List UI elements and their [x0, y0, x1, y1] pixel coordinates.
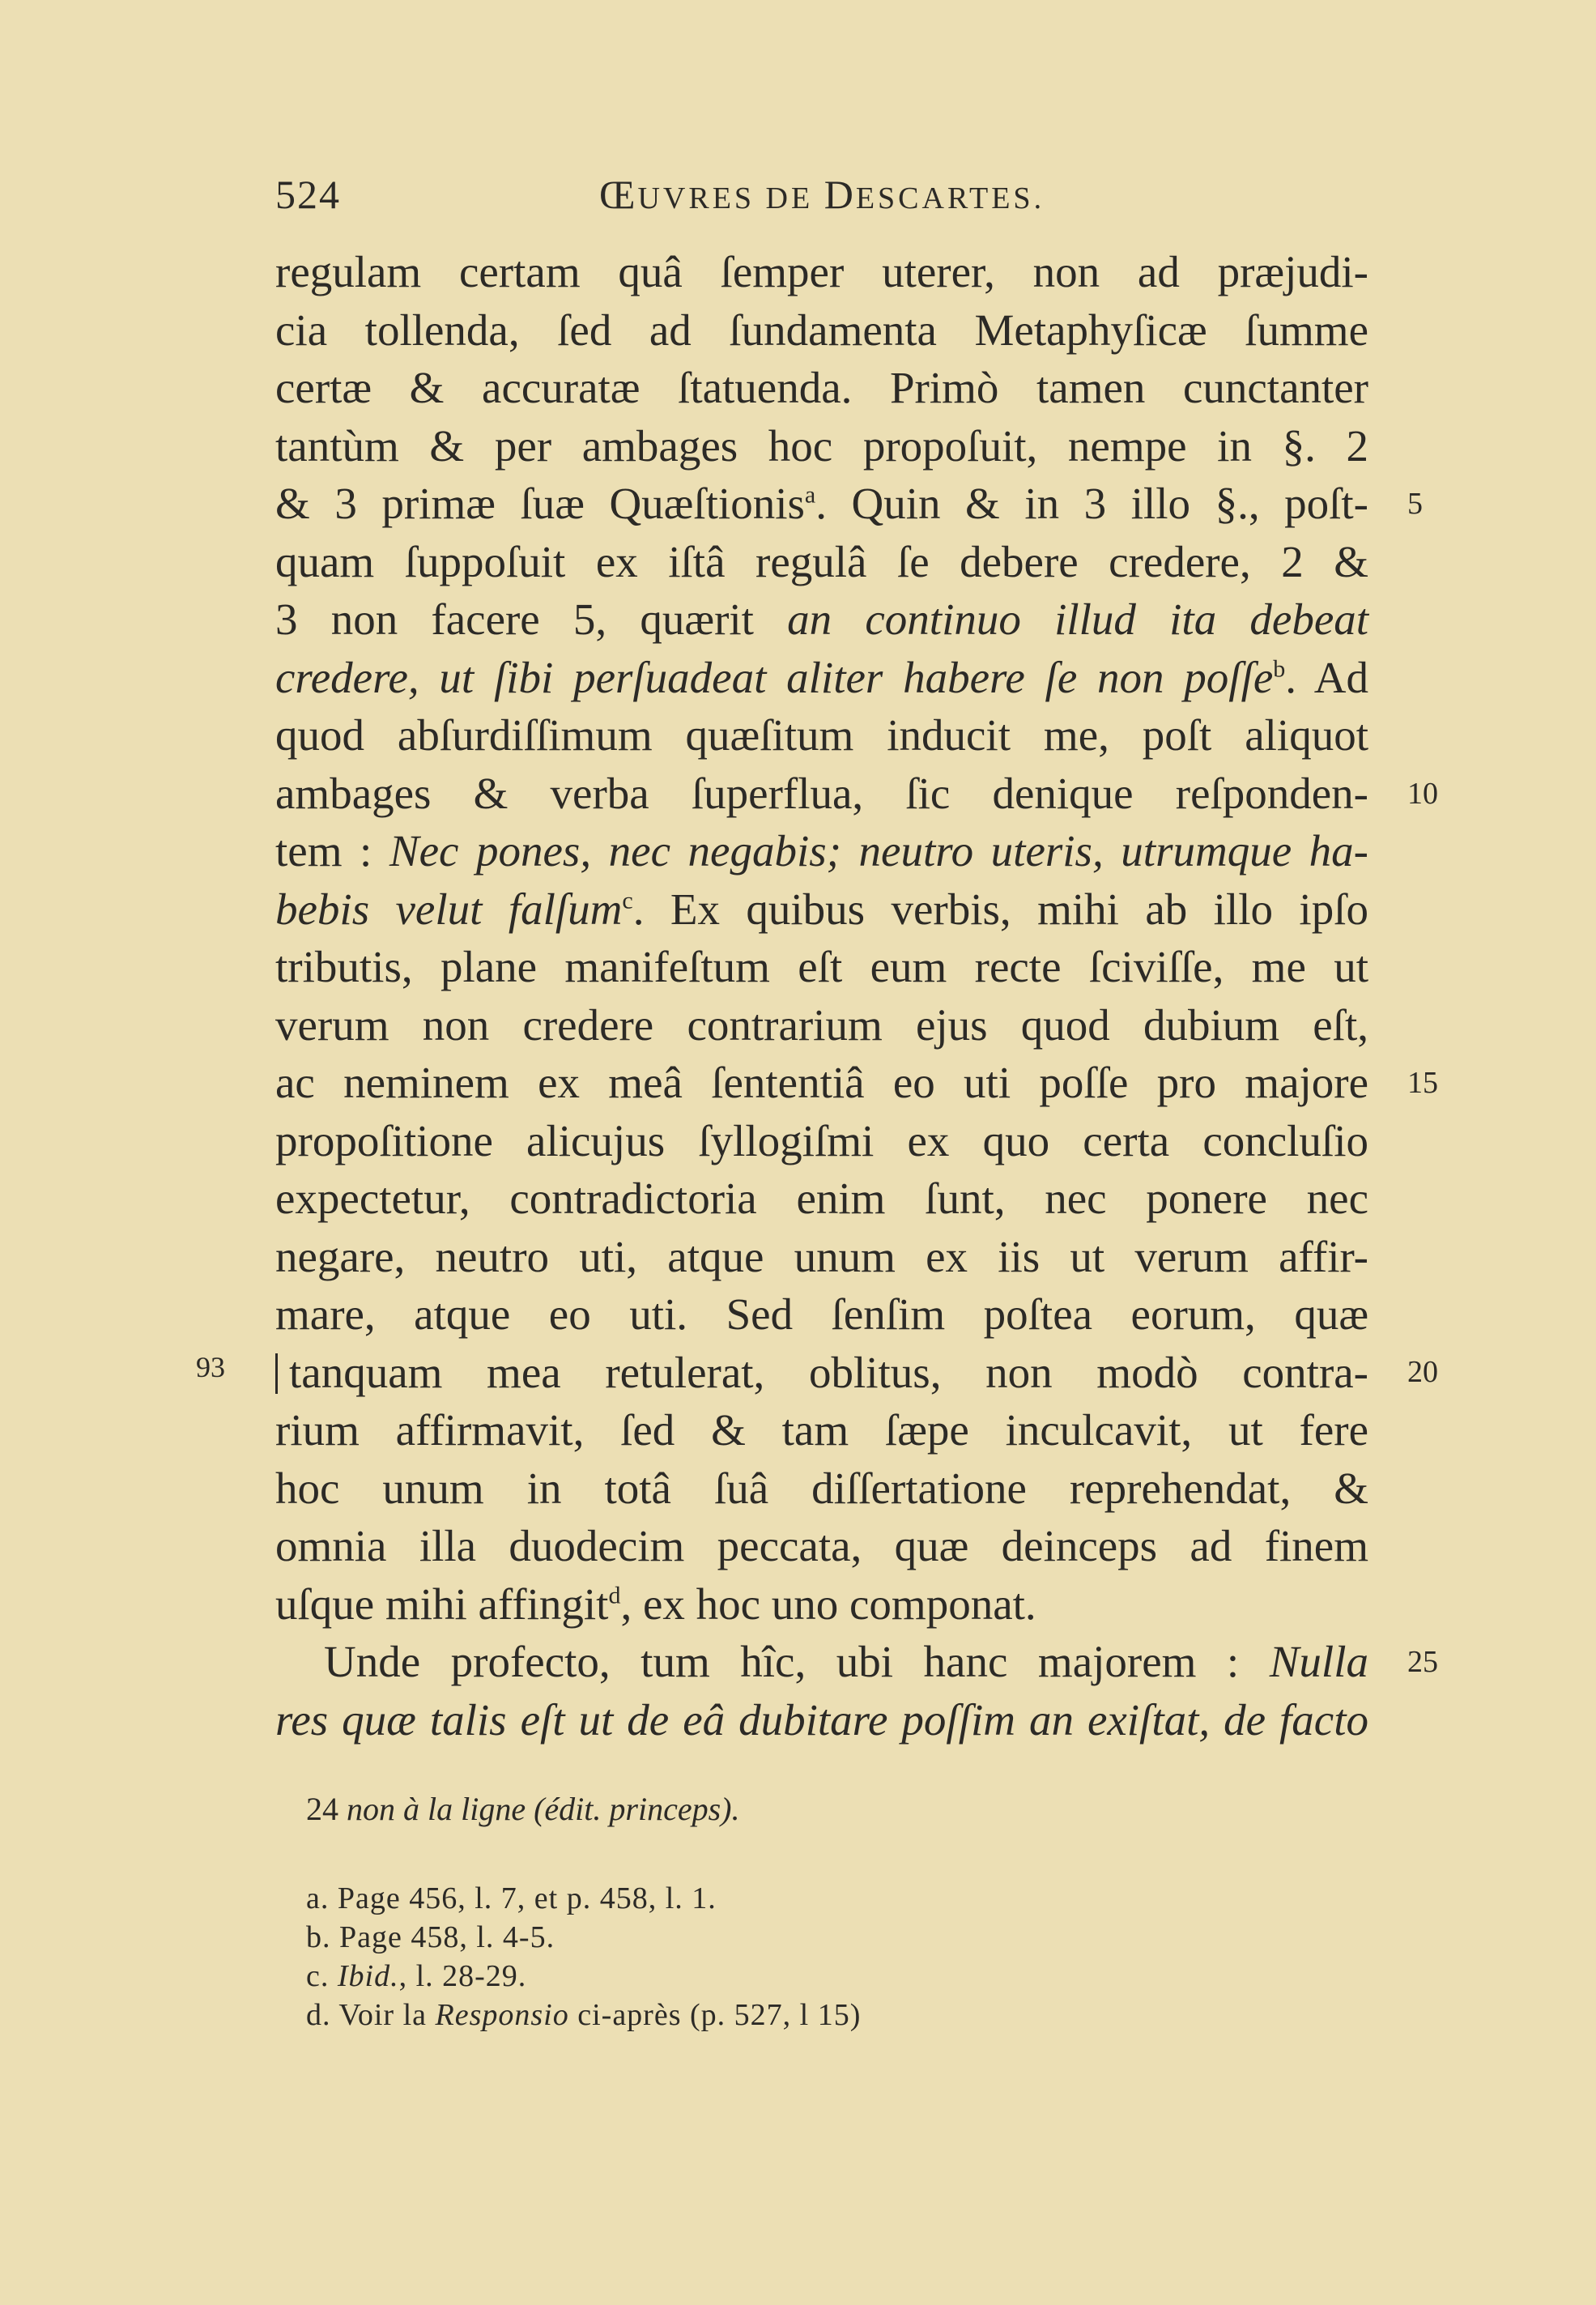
text-line: expectetur, contradictoria enim ſunt, nec ponere nec	[275, 1174, 1368, 1223]
text-line: omnia illa duodecim peccata, quæ deinceps ad finem	[275, 1521, 1368, 1570]
text-line: ambages & verba ſuperflua, ſic denique reſponden-	[275, 768, 1368, 818]
text-line: bebis velut falſum$^c$. Ex quibus verbis, mihi ab illo ipſo	[275, 884, 1368, 934]
text-line: cia tollenda, ſed ad ſundamenta Metaphyſicæ ſumme	[275, 305, 1368, 355]
text-line: tantùm & per ambages hoc propoſuit, nempe in §. 2	[275, 420, 1368, 471]
text-line: quam ſuppoſuit ex iſtâ regulâ ſe debere credere, 2 &	[275, 536, 1368, 586]
text-line: negare, neutro uti, atque unum ex iis ut verum affir-	[275, 1231, 1368, 1281]
text-line: regulam certam quâ ſemper uterer, non ad præjudi-	[275, 247, 1368, 296]
line-number: 15	[1407, 1066, 1438, 1100]
text-line: ac neminem ex meâ ſententiâ eo uti poſſe pro majore	[275, 1058, 1368, 1107]
running-title: ŒUVRES DE DESCARTES.	[599, 172, 1045, 217]
text-line: tem : Nec pones, nec negabis; neutro uteris, utrumque ha-	[275, 826, 1368, 876]
variant-note: 24 non à la ligne (édit. princeps).	[306, 1791, 740, 1827]
text-line: tanquam mea retulerat, oblitus, non modò contra-	[275, 1344, 1368, 1402]
footnote-marker: a	[804, 481, 816, 509]
text-line: rium affirmavit, ſed & tam ſæpe inculcavit, ut fere	[275, 1405, 1368, 1455]
footnote-marker: b	[1273, 655, 1286, 683]
text-line: mare, atque eo uti. Sed ſenſim poſtea eorum, quæ	[275, 1289, 1368, 1339]
text-line: Unde profecto, tum hîc, ubi hanc majorem : Nulla	[324, 1637, 1368, 1686]
text-line: quod abſurdiſſimum quæſitum inducit me, poſt aliquot	[275, 710, 1368, 760]
line-number: 25	[1407, 1645, 1438, 1679]
text-line: res quæ talis eſt ut de eâ dubitare poſſim an exiſtat, de facto	[275, 1694, 1368, 1745]
text-line: propoſitione alicujus ſyllogiſmi ex quo certa concluſio	[275, 1115, 1368, 1165]
line-number: 10	[1407, 777, 1438, 811]
footnote: a. Page 456, l. 7, et p. 458, l. 1.	[306, 1881, 717, 1915]
original-page-ref: 93	[196, 1351, 225, 1383]
footnote-marker: d	[608, 1582, 621, 1609]
page-header	[275, 166, 1368, 223]
footnotes	[306, 1879, 861, 2034]
text-line: & 3 primæ ſuæ Quæſtionis$^a$. Quin & in 3 illo §., poſt-	[275, 479, 1368, 528]
footnote: b. Page 458, l. 4-5.	[306, 1920, 555, 1954]
page-number: 524	[275, 172, 341, 217]
text-line: hoc unum in totâ ſuâ diſſertatione reprehendat, &	[275, 1463, 1368, 1513]
text-line: credere, ut ſibi perſuadeat aliter habere ſe non poſſe$^b$. Ad	[275, 652, 1368, 702]
footnote-marker: c	[622, 887, 633, 914]
text-line: uſque mihi affingit$^d$, ex hoc uno componat.	[275, 1579, 1036, 1629]
footnote: c. Ibid., l. 28-29.	[306, 1959, 527, 1993]
text-line: 3 non facere 5, quærit an continuo illud ita debeat	[275, 594, 1369, 644]
footnote: d. Voir la Responsio ci-après (p. 527, l 15)	[306, 1998, 862, 2032]
main-text	[275, 243, 1368, 1749]
text-line: tributis, plane manifeſtum eſt eum recte ſciviſſe, me ut	[275, 942, 1368, 991]
text-line: certæ & accuratæ ſtatuenda. Primò tamen cunctanter	[275, 363, 1368, 412]
text-line: verum non credere contrarium ejus quod dubium eſt,	[275, 999, 1368, 1050]
line-number: 20	[1407, 1355, 1438, 1389]
page-break-marker	[275, 1353, 278, 1394]
line-number: 5	[1407, 487, 1423, 521]
